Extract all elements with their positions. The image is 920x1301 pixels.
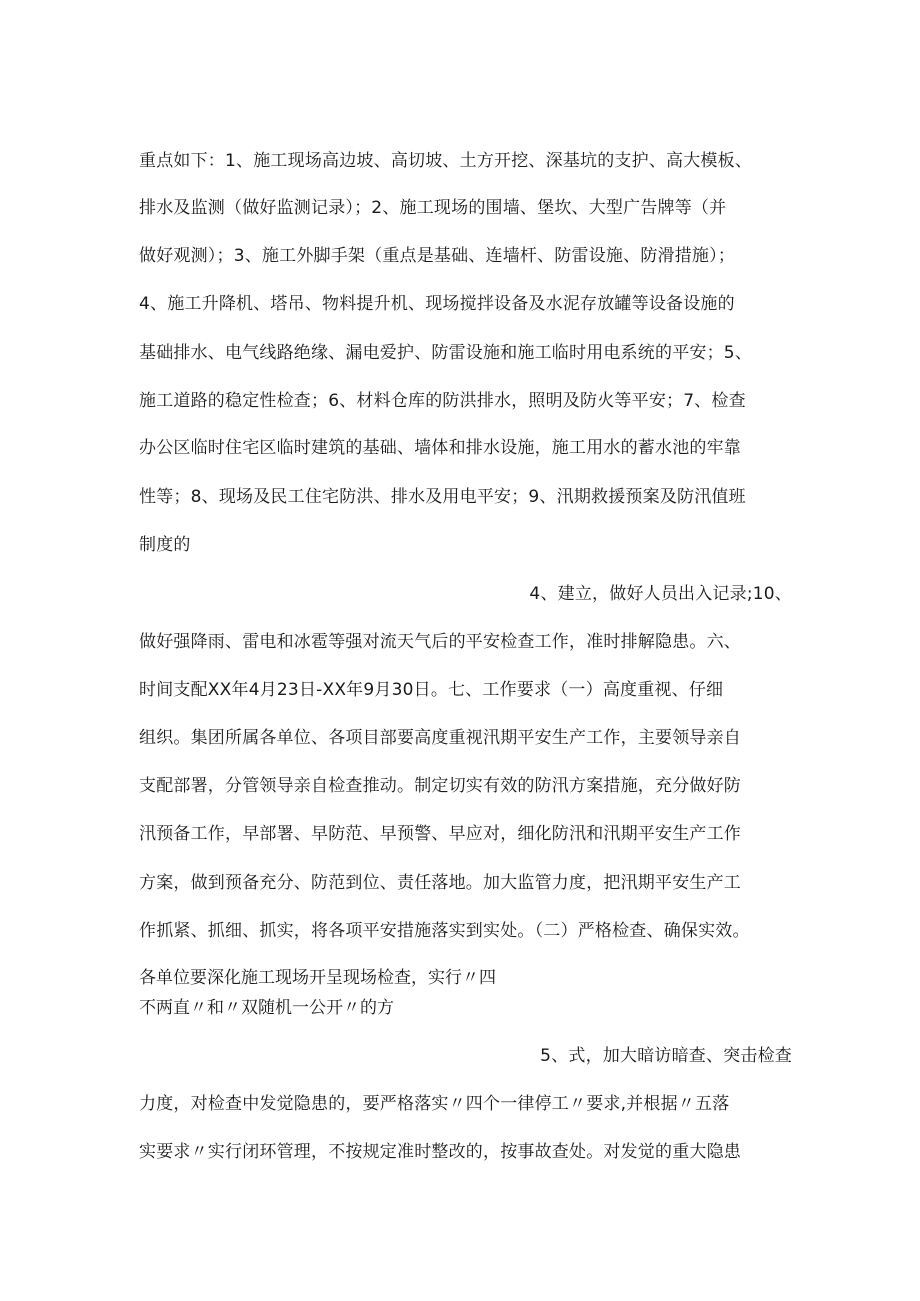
text-line: 排水及监测（做好监测记录）；2、施工现场的围墙、堡坎、大型广告牌等（并: [139, 198, 727, 218]
text-line: 5、式，加大暗访暗查、突击检查: [540, 1046, 792, 1066]
text-line: 力度，对检查中发觉隐患的，要严格落实〃四个一律停工〃要求,并根据〃五落: [139, 1094, 730, 1114]
text-line: 重点如下：1、施工现场高边坡、高切坡、土方开挖、深基坑的支护、高大模板、: [139, 151, 753, 171]
text-line: 时间支配XX年4月23日-XX年9月30日。七、工作要求（一）高度重视、仔细: [139, 680, 724, 700]
text-line: 组织。集团所属各单位、各项目部要高度重视汛期平安生产工作，主要领导亲自: [139, 728, 741, 748]
text-line: 汛预备工作，早部署、早防范、早预警、早应对，细化防汛和汛期平安生产工作: [139, 824, 741, 844]
text-line: 办公区临时住宅区临时建筑的基础、墙体和排水设施，施工用水的蓄水池的牢靠: [139, 438, 741, 458]
text-line: 不两直〃和〃双随机一公开〃的方: [139, 998, 394, 1018]
text-line: 各单位要深化施工现场开呈现场检查，实行〃四: [139, 968, 496, 988]
text-line: 支配部署，分管领导亲自检查推动。制定切实有效的防汛方案措施，充分做好防: [139, 776, 741, 796]
text-line: 方案，做到预备充分、防范到位、责任落地。加大监管力度，把汛期平安生产工: [139, 873, 741, 893]
text-line: 作抓紧、抓细、抓实，将各项平安措施落实到实处。（二）严格检查、确保实效。: [139, 921, 750, 941]
text-line: 做好观测）；3、施工外脚手架（重点是基础、连墙杆、防雷设施、防滑措施）；: [139, 246, 736, 266]
text-line: 施工道路的稳定性检查；6、材料仓库的防洪排水，照明及防火等平安；7、检查: [139, 391, 746, 411]
text-line: 4、建立，做好人员出入记录;10、: [529, 584, 792, 604]
text-line: 实要求〃实行闭环管理，不按规定准时整改的，按事故查处。对发觉的重大隐患: [139, 1142, 741, 1162]
text-line: 制度的: [139, 535, 191, 555]
text-line: 基础排水、电气线路绝缘、漏电爱护、防雷设施和施工临时用电系统的平安；5、: [139, 343, 753, 363]
text-line: 4、施工升降机、塔吊、物料提升机、现场搅拌设备及水泥存放罐等设备设施的: [139, 294, 735, 314]
text-line: 做好强降雨、雷电和冰雹等强对流天气后的平安检查工作，准时排解隐患。六、: [139, 632, 741, 652]
text-line: 性等；8、现场及民工住宅防洪、排水及用电平安；9、汛期救援预案及防汛值班: [139, 487, 746, 507]
